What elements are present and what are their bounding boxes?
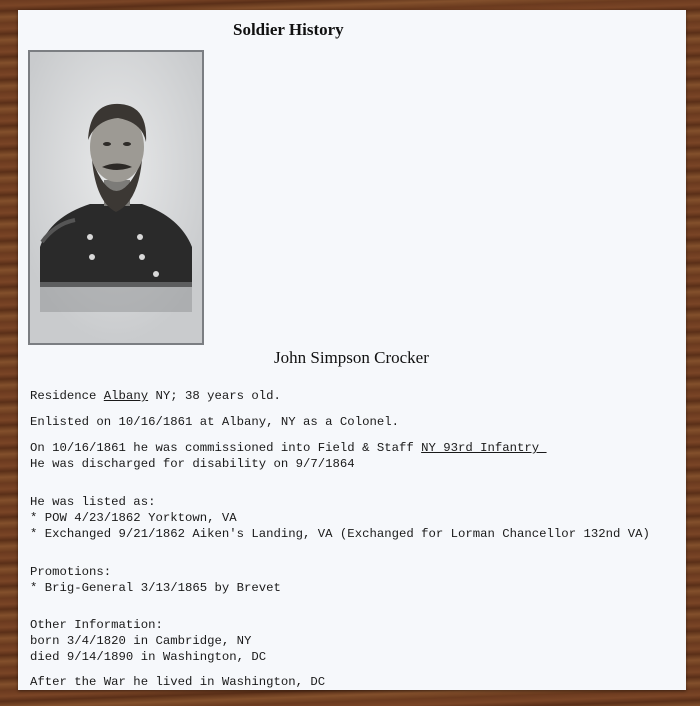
residence-line [30,388,281,404]
unit-link[interactable]: NY 93rd Infantry [421,441,547,455]
commission-line [30,440,547,456]
portrait-image [30,52,202,343]
born-line: born 3/4/1820 in Cambridge, NY [30,634,252,648]
soldier-portrait [28,50,204,345]
listed-heading: He was listed as: [30,495,156,509]
soldier-name: John Simpson Crocker [274,348,429,367]
listed-item: * POW 4/23/1862 Yorktown, VA [30,511,237,525]
promotions-heading: Promotions: [30,565,112,579]
died-line: died 9/14/1890 in Washington, DC [30,650,267,664]
residence-city-link[interactable]: Albany [103,389,149,403]
promotion-item: * Brig-General 3/13/1865 by Brevet [30,581,281,595]
enlisted-line: Enlisted on 10/16/1861 at Albany, NY as a Colonel. [30,415,399,429]
discharge-line: He was discharged for disability on 9/7/1864 [30,457,355,471]
soldier-history-page [18,10,686,690]
residence-suffix: NY; 38 years old. [148,389,281,403]
residence-prefix: Residence [30,389,104,403]
after-war-line: After the War he lived in Washington, DC [30,675,326,689]
listed-item: * Exchanged 9/21/1862 Aiken's Landing, VA (Exchanged for Lorman Chancellor 132nd VA) [30,527,650,541]
other-info-heading: Other Information: [30,618,163,632]
commission-prefix: On 10/16/1861 he was commissioned into Field & Staff [30,441,422,455]
page-title: Soldier History [233,20,344,39]
